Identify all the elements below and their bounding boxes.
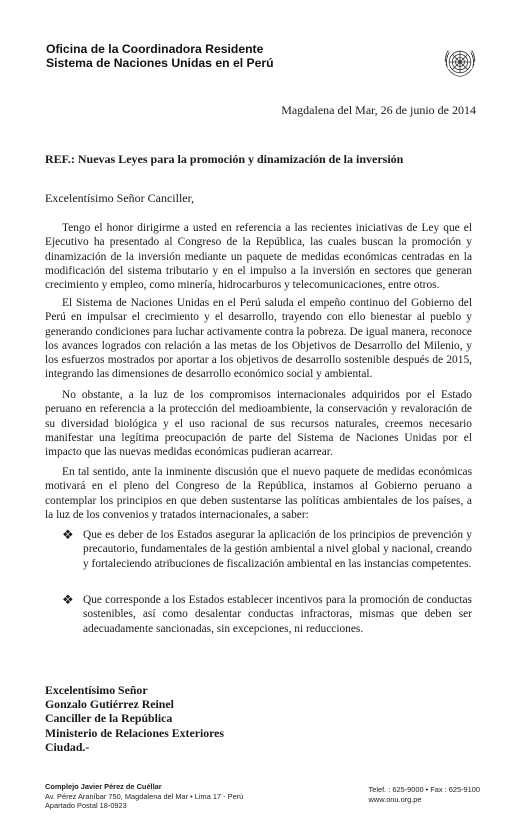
letter-date: Magdalena del Mar, 26 de junio de 2014 (281, 103, 476, 117)
addressee-line: Ciudad.- (45, 739, 90, 754)
diamond-bullet-icon: ❖ (62, 592, 74, 607)
footer-building: Complejo Javier Pérez de Cuéllar (45, 782, 162, 791)
body-paragraph: No obstante, a la luz de los compromisos internacionales adquiridos por el Estado peruano en referencia a la protección del medioambiente, la conservación y revaloración de su diversidad biológica y el uso racional de sus recursos naturales, creemos necesario manifestar una legítima preocupación de parte del Sistema de Naciones Unidas por el impacto que las nuevas medidas económicas pudieran acarrear. (45, 389, 472, 459)
bullet-item (64, 593, 472, 636)
un-emblem-icon (442, 44, 478, 80)
bullet-text: Que corresponde a los Estados establecer incentivos para la promoción de conductas sostenibles, así como desalentar conductas infractoras, mismas que deben ser adecuadamente sancionadas, sin excepciones, ni reducciones. (83, 594, 472, 635)
body-paragraph: En tal sentido, ante la inminente discusión que el nuevo paquete de medidas económicas motivará en el pleno del Congreso de la República, instamos al Gobierno peruano a contemplar los principios en que deben sustentarse las políticas ambientales de los países, a la luz de los convenios y tratados internacionales, a saber: (45, 466, 472, 521)
addressee-line: Ministerio de Relaciones Exteriores (45, 725, 224, 740)
footer-contact (369, 785, 480, 804)
footer-street: Av. Pérez Araníbar 750, Magdalena del Mar • Lima 17 - Perú (45, 791, 244, 801)
bullet-item (64, 528, 472, 571)
footer-website: www.onu.org.pe (368, 794, 422, 804)
office-header (46, 42, 274, 70)
salutation: Excelentísimo Señor Canciller, (45, 191, 195, 205)
addressee-line: Excelentísimo Señor (45, 683, 148, 697)
footer-phone: Telef. : 625-9000 • Fax : 625-9100 (368, 785, 480, 794)
addressee-block (45, 683, 224, 754)
office-system-name: Sistema de Naciones Unidas en el Perú (46, 56, 274, 70)
body-paragraph: Tengo el honor dirigirme a usted en referencia a las recientes iniciativas de Ley que el Ejecutivo ha presentado al Congreso de la República, las cuales buscan la promoción y dinamización de la inversión mediante un paquete de medidas económicas centradas en la modificación del sistema tributario y en el impulso a la inversión en sectores que generan crecimiento y empleo, como minería, hidrocarburos y telecomunicaciones, entre otros. (45, 222, 472, 292)
footer-po-box: Apartado Postal 18-0923 (45, 801, 127, 811)
diamond-bullet-icon: ❖ (62, 527, 74, 542)
bullet-text: Que es deber de los Estados asegurar la aplicación de los principios de prevención y precautorio, fundamentales de la gestión ambiental a nivel global y nacional, creando y fortaleciendo atribuciones de fiscalización ambiental en las instancias competentes. (83, 529, 472, 570)
reference-line: REF.: Nuevas Leyes para la promoción y dinamización de la inversión (45, 152, 404, 166)
office-name: Oficina de la Coordinadora Residente (46, 42, 264, 56)
body-paragraph: El Sistema de Naciones Unidas en el Perú saluda el empeño continuo del Gobierno del Perú en impulsar el crecimiento y el desarrollo, trayendo con ello bienestar al pueblo y generando condiciones para luchar activamente contra la pobreza. De igual manera, reconoce los avances logrados con relación a las metas de los Objetivos de Desarrollo del Milenio, y los esfuerzos mostrados por aportar a los objetivos de desarrollo sostenible después de 2015, integrando las dimensiones de desarrollo económico social y ambiental. (45, 297, 472, 381)
footer-address (45, 782, 243, 811)
addressee-line: Canciller de la República (45, 711, 173, 726)
addressee-line: Gonzalo Gutiérrez Reinel (45, 697, 174, 712)
